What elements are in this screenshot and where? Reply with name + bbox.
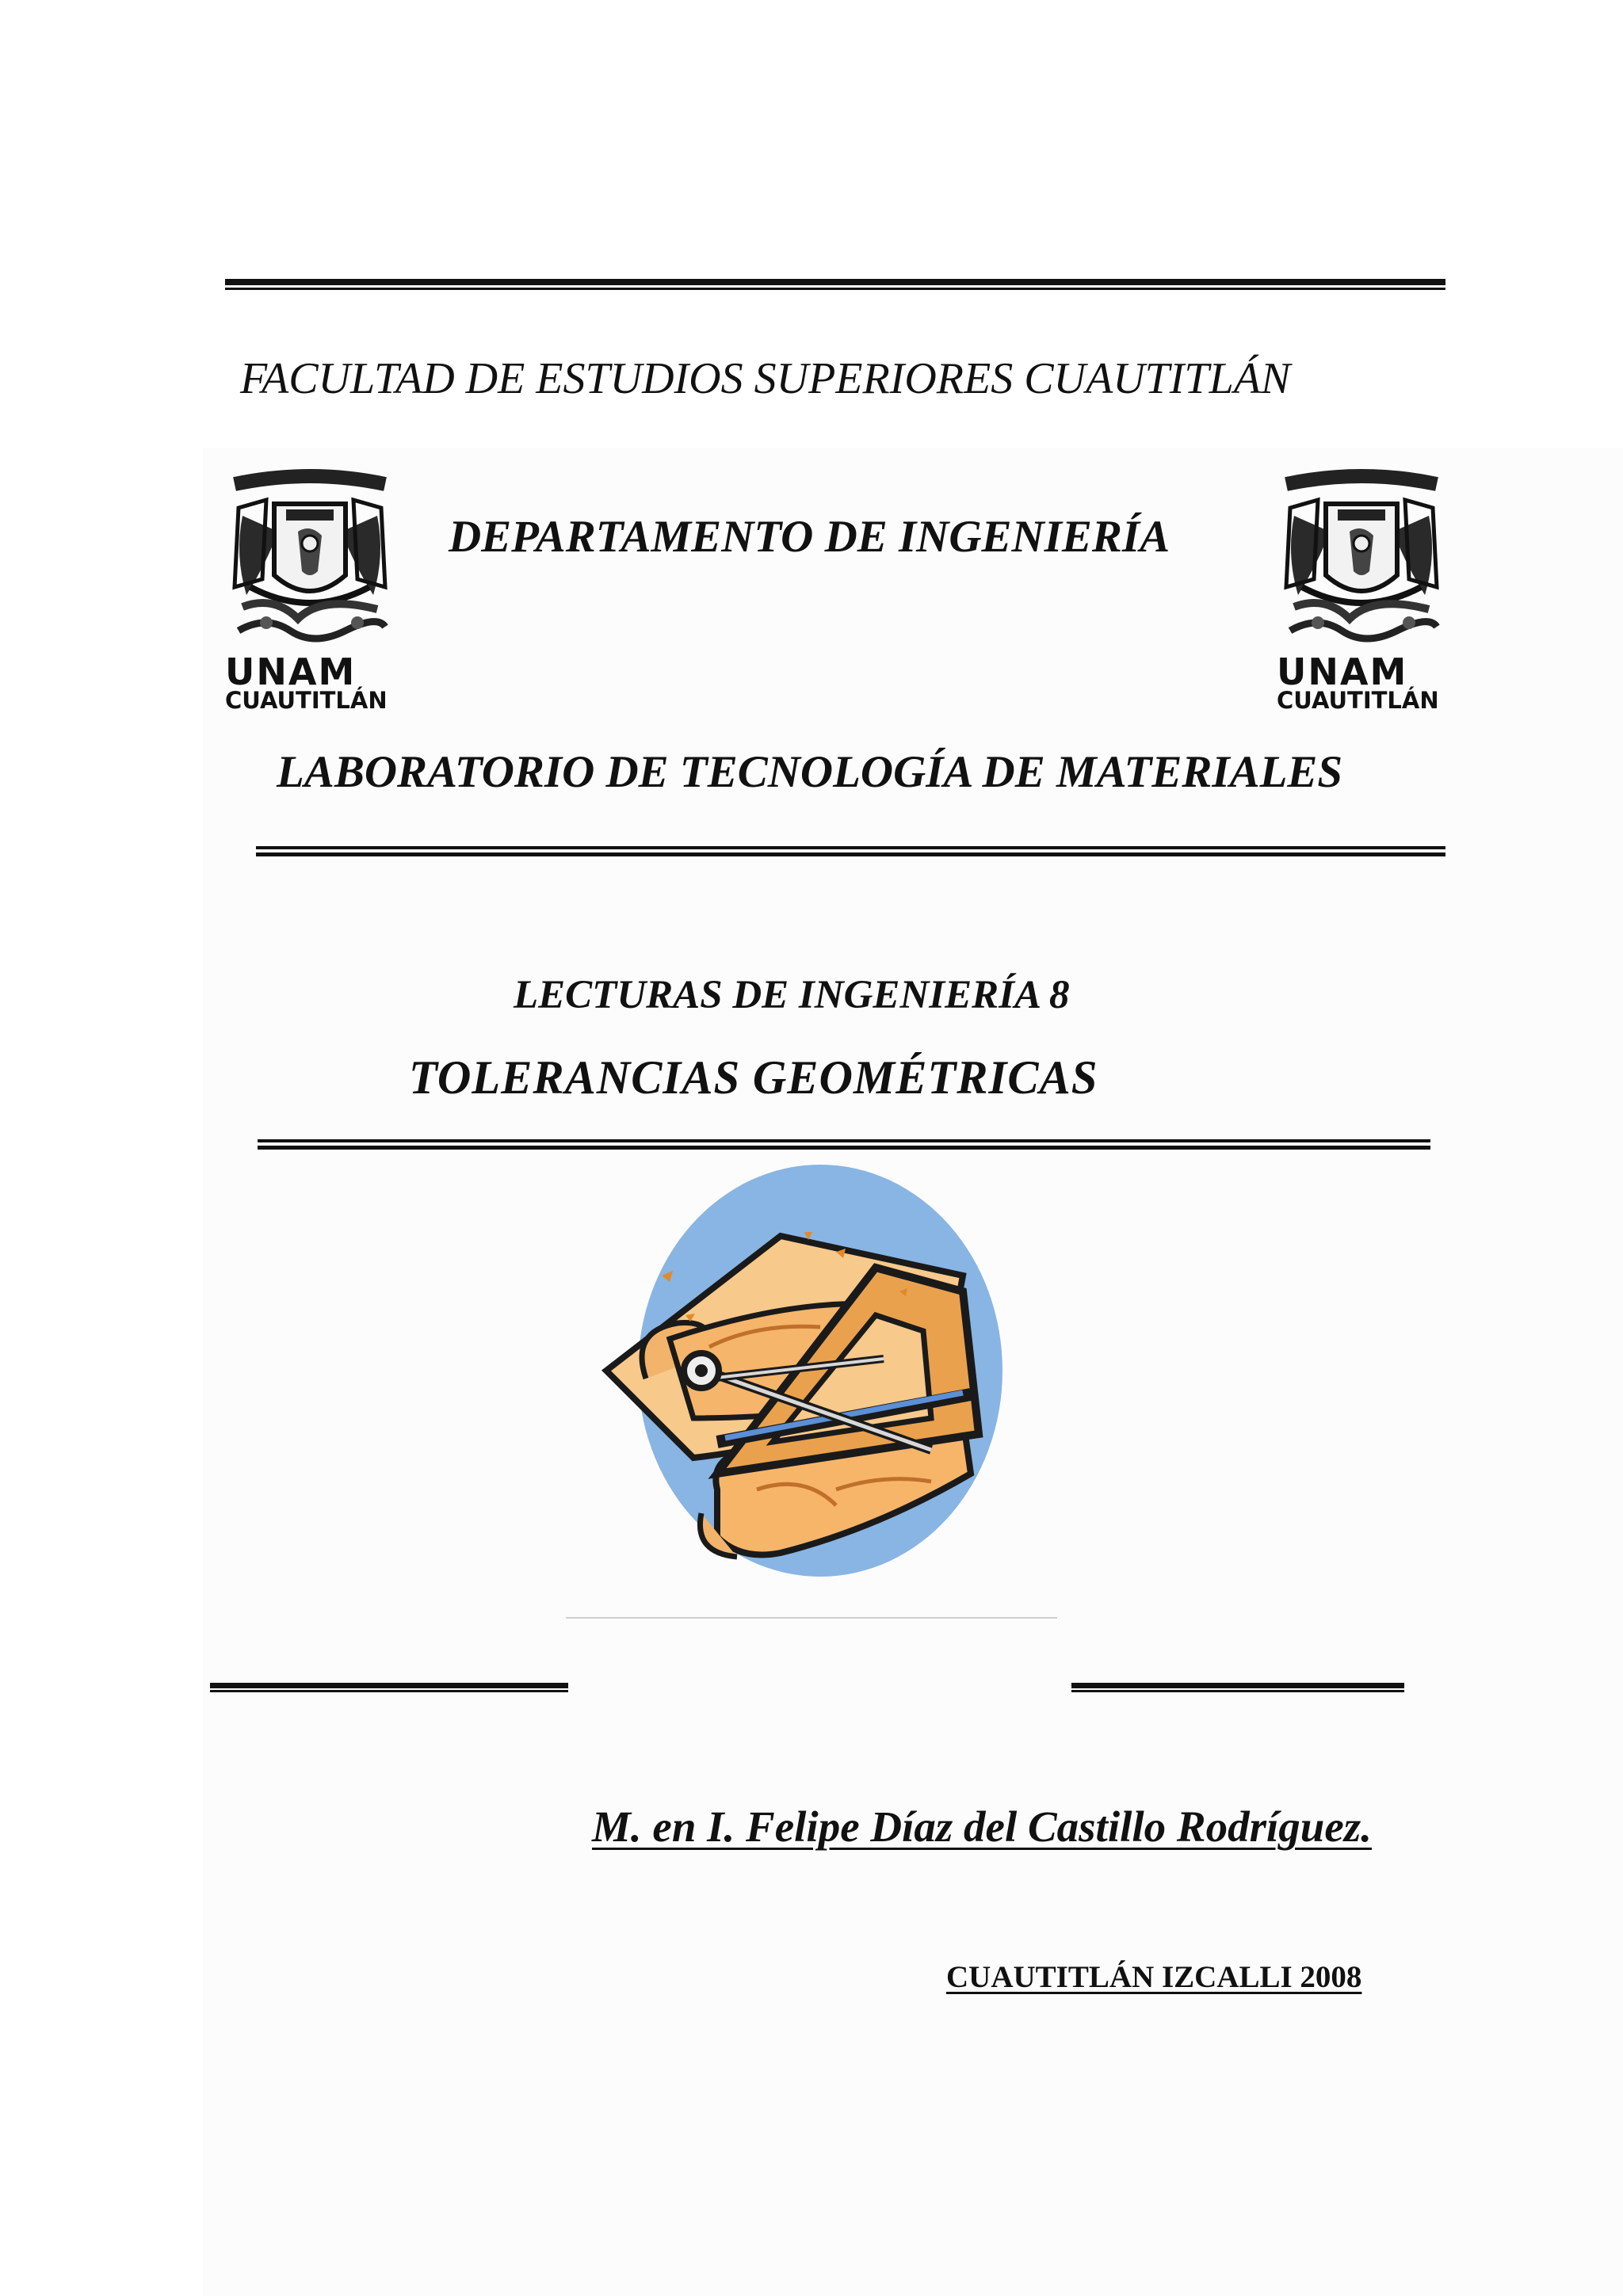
unam-logo-city: CUAUTITLÁN — [1277, 687, 1439, 714]
drafting-tools-clipart-icon — [598, 1157, 1026, 1577]
unam-shield-icon — [219, 460, 401, 650]
footer-rule-left — [210, 1683, 568, 1692]
document-title: TOLERANCIAS GEOMÉTRICAS — [409, 1051, 1098, 1104]
top-double-rule — [225, 279, 1445, 290]
faculty-name: FACULTAD DE ESTUDIOS SUPERIORES CUAUTITLÁN — [240, 354, 1291, 403]
unam-shield-icon — [1270, 460, 1453, 650]
unam-logo-left — [219, 460, 401, 714]
title-double-rule — [258, 1139, 1430, 1152]
footer-rule-right — [1071, 1683, 1404, 1692]
laboratory-name: LABORATORIO DE TECNOLOGÍA DE MATERIALES — [277, 747, 1343, 797]
image-divider-line — [566, 1617, 1057, 1619]
laboratory-double-rule — [256, 846, 1445, 859]
department-name: DEPARTAMENTO DE INGENIERÍA — [449, 512, 1170, 562]
author-name: M. en I. Felipe Díaz del Castillo Rodríguez. — [592, 1802, 1372, 1851]
unam-logo-text: UNAM — [225, 650, 357, 693]
series-title: LECTURAS DE INGENIERÍA 8 — [514, 973, 1070, 1017]
unam-logo-right — [1270, 460, 1453, 714]
unam-logo-text: UNAM — [1277, 650, 1408, 693]
unam-logo-city: CUAUTITLÁN — [225, 687, 388, 714]
place-and-year: CUAUTITLÁN IZCALLI 2008 — [946, 1960, 1362, 1994]
